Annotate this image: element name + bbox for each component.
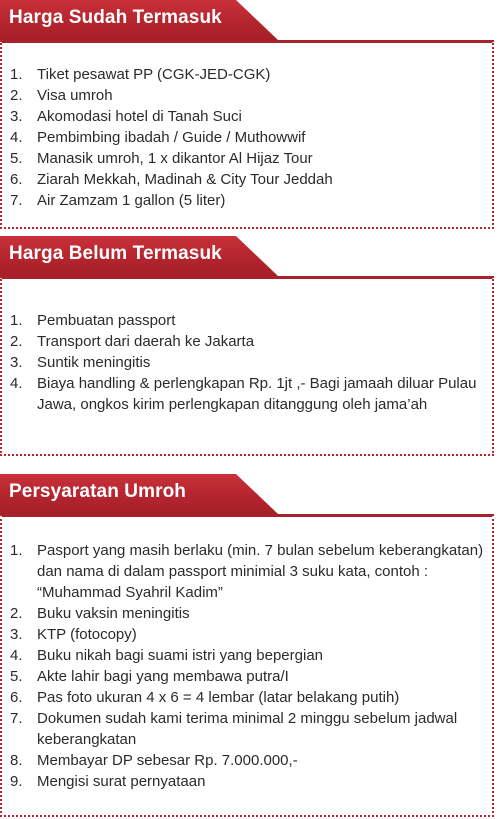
list-item-text: Akte lahir bagi yang membawa putra/I [37,668,289,685]
list-item-number: 4. [10,129,23,146]
list-item [10,645,484,666]
list-item [10,708,484,750]
list-item [10,603,484,624]
list-item [10,624,484,645]
list-item-text: Mengisi surat pernyataan [37,773,206,790]
requirements-list [10,540,484,792]
list-item-number: 6. [10,171,23,188]
section-content-box [0,514,494,817]
list-item [10,127,484,148]
list-item [10,85,484,106]
list-item [10,106,484,127]
list-item-text: Membayar DP sebesar Rp. 7.000.000,- [37,752,298,769]
list-item [10,169,484,190]
section-title: Harga Sudah Termasuk [9,7,222,28]
list-item-text: Tiket pesawat PP (CGK-JED-CGK) [37,66,271,83]
list-item-text: Pembuatan passport [37,312,176,329]
list-item [10,64,484,85]
section-content-box [0,276,494,456]
section-harga-sudah-termasuk [0,0,500,232]
list-item-number: 3. [10,108,23,125]
list-item [10,540,484,603]
list-item-number: 4. [10,647,23,664]
list-item-text: Transport dari daerah ke Jakarta [37,333,255,350]
list-item-number: 1. [10,312,23,329]
list-item [10,331,484,352]
list-item-text: Manasik umroh, 1 x dikantor Al Hijaz Tour [37,150,313,167]
list-item-text: Visa umroh [37,87,113,104]
list-item-text: Biaya handling & perlengkapan Rp. 1jt ,- Bagi jamaah diluar Pulau Jawa, ongkos kirim perlengkapan ditanggung oleh jama’ah [37,375,477,413]
section-title: Persyaratan Umroh [9,481,186,502]
list-item-text: Suntik meningitis [37,354,151,371]
list-item-number: 7. [10,710,23,727]
list-item [10,687,484,708]
list-item-text: Akomodasi hotel di Tanah Suci [37,108,242,125]
list-item [10,352,484,373]
list-item-text: Buku nikah bagi suami istri yang bepergian [37,647,324,664]
list-item [10,750,484,771]
list-item-number: 2. [10,605,23,622]
list-item-number: 2. [10,333,23,350]
list-item-text: KTP (fotocopy) [37,626,137,643]
list-item-number: 5. [10,668,23,685]
section-persyaratan-umroh [0,474,500,817]
list-item [10,373,484,415]
list-item [10,771,484,792]
list-item-text: Buku vaksin meningitis [37,605,190,622]
list-item-text: Dokumen sudah kami terima minimal 2 minggu sebelum jadwal keberangkatan [37,710,458,748]
list-item-number: 8. [10,752,23,769]
list-item-text: Pembimbing ibadah / Guide / Muthowwif [37,129,306,146]
list-item-text: Ziarah Mekkah, Madinah & City Tour Jeddah [37,171,333,188]
list-item-number: 1. [10,542,23,559]
section-content-box [0,40,494,229]
included-items-list [10,64,484,211]
list-item [10,148,484,169]
list-item-number: 5. [10,150,23,167]
list-item-number: 6. [10,689,23,706]
list-item-number: 9. [10,773,23,790]
list-item-number: 4. [10,375,23,392]
list-item [10,310,484,331]
list-item-number: 3. [10,354,23,371]
list-item-text: Pas foto ukuran 4 x 6 = 4 lembar (latar belakang putih) [37,689,400,706]
list-item-number: 2. [10,87,23,104]
list-item-text: Air Zamzam 1 gallon (5 liter) [37,192,226,209]
excluded-items-list [10,310,484,415]
section-harga-belum-termasuk [0,236,500,458]
list-item-number: 3. [10,626,23,643]
list-item-number: 7. [10,192,23,209]
section-title: Harga Belum Termasuk [9,243,222,264]
list-item [10,190,484,211]
list-item-text: Pasport yang masih berlaku (min. 7 bulan sebelum keberangkatan) dan nama di dalam passport minimial 3 suku kata, contoh : “Muhammad Syahril Kadim” [37,542,484,601]
list-item [10,666,484,687]
list-item-number: 1. [10,66,23,83]
